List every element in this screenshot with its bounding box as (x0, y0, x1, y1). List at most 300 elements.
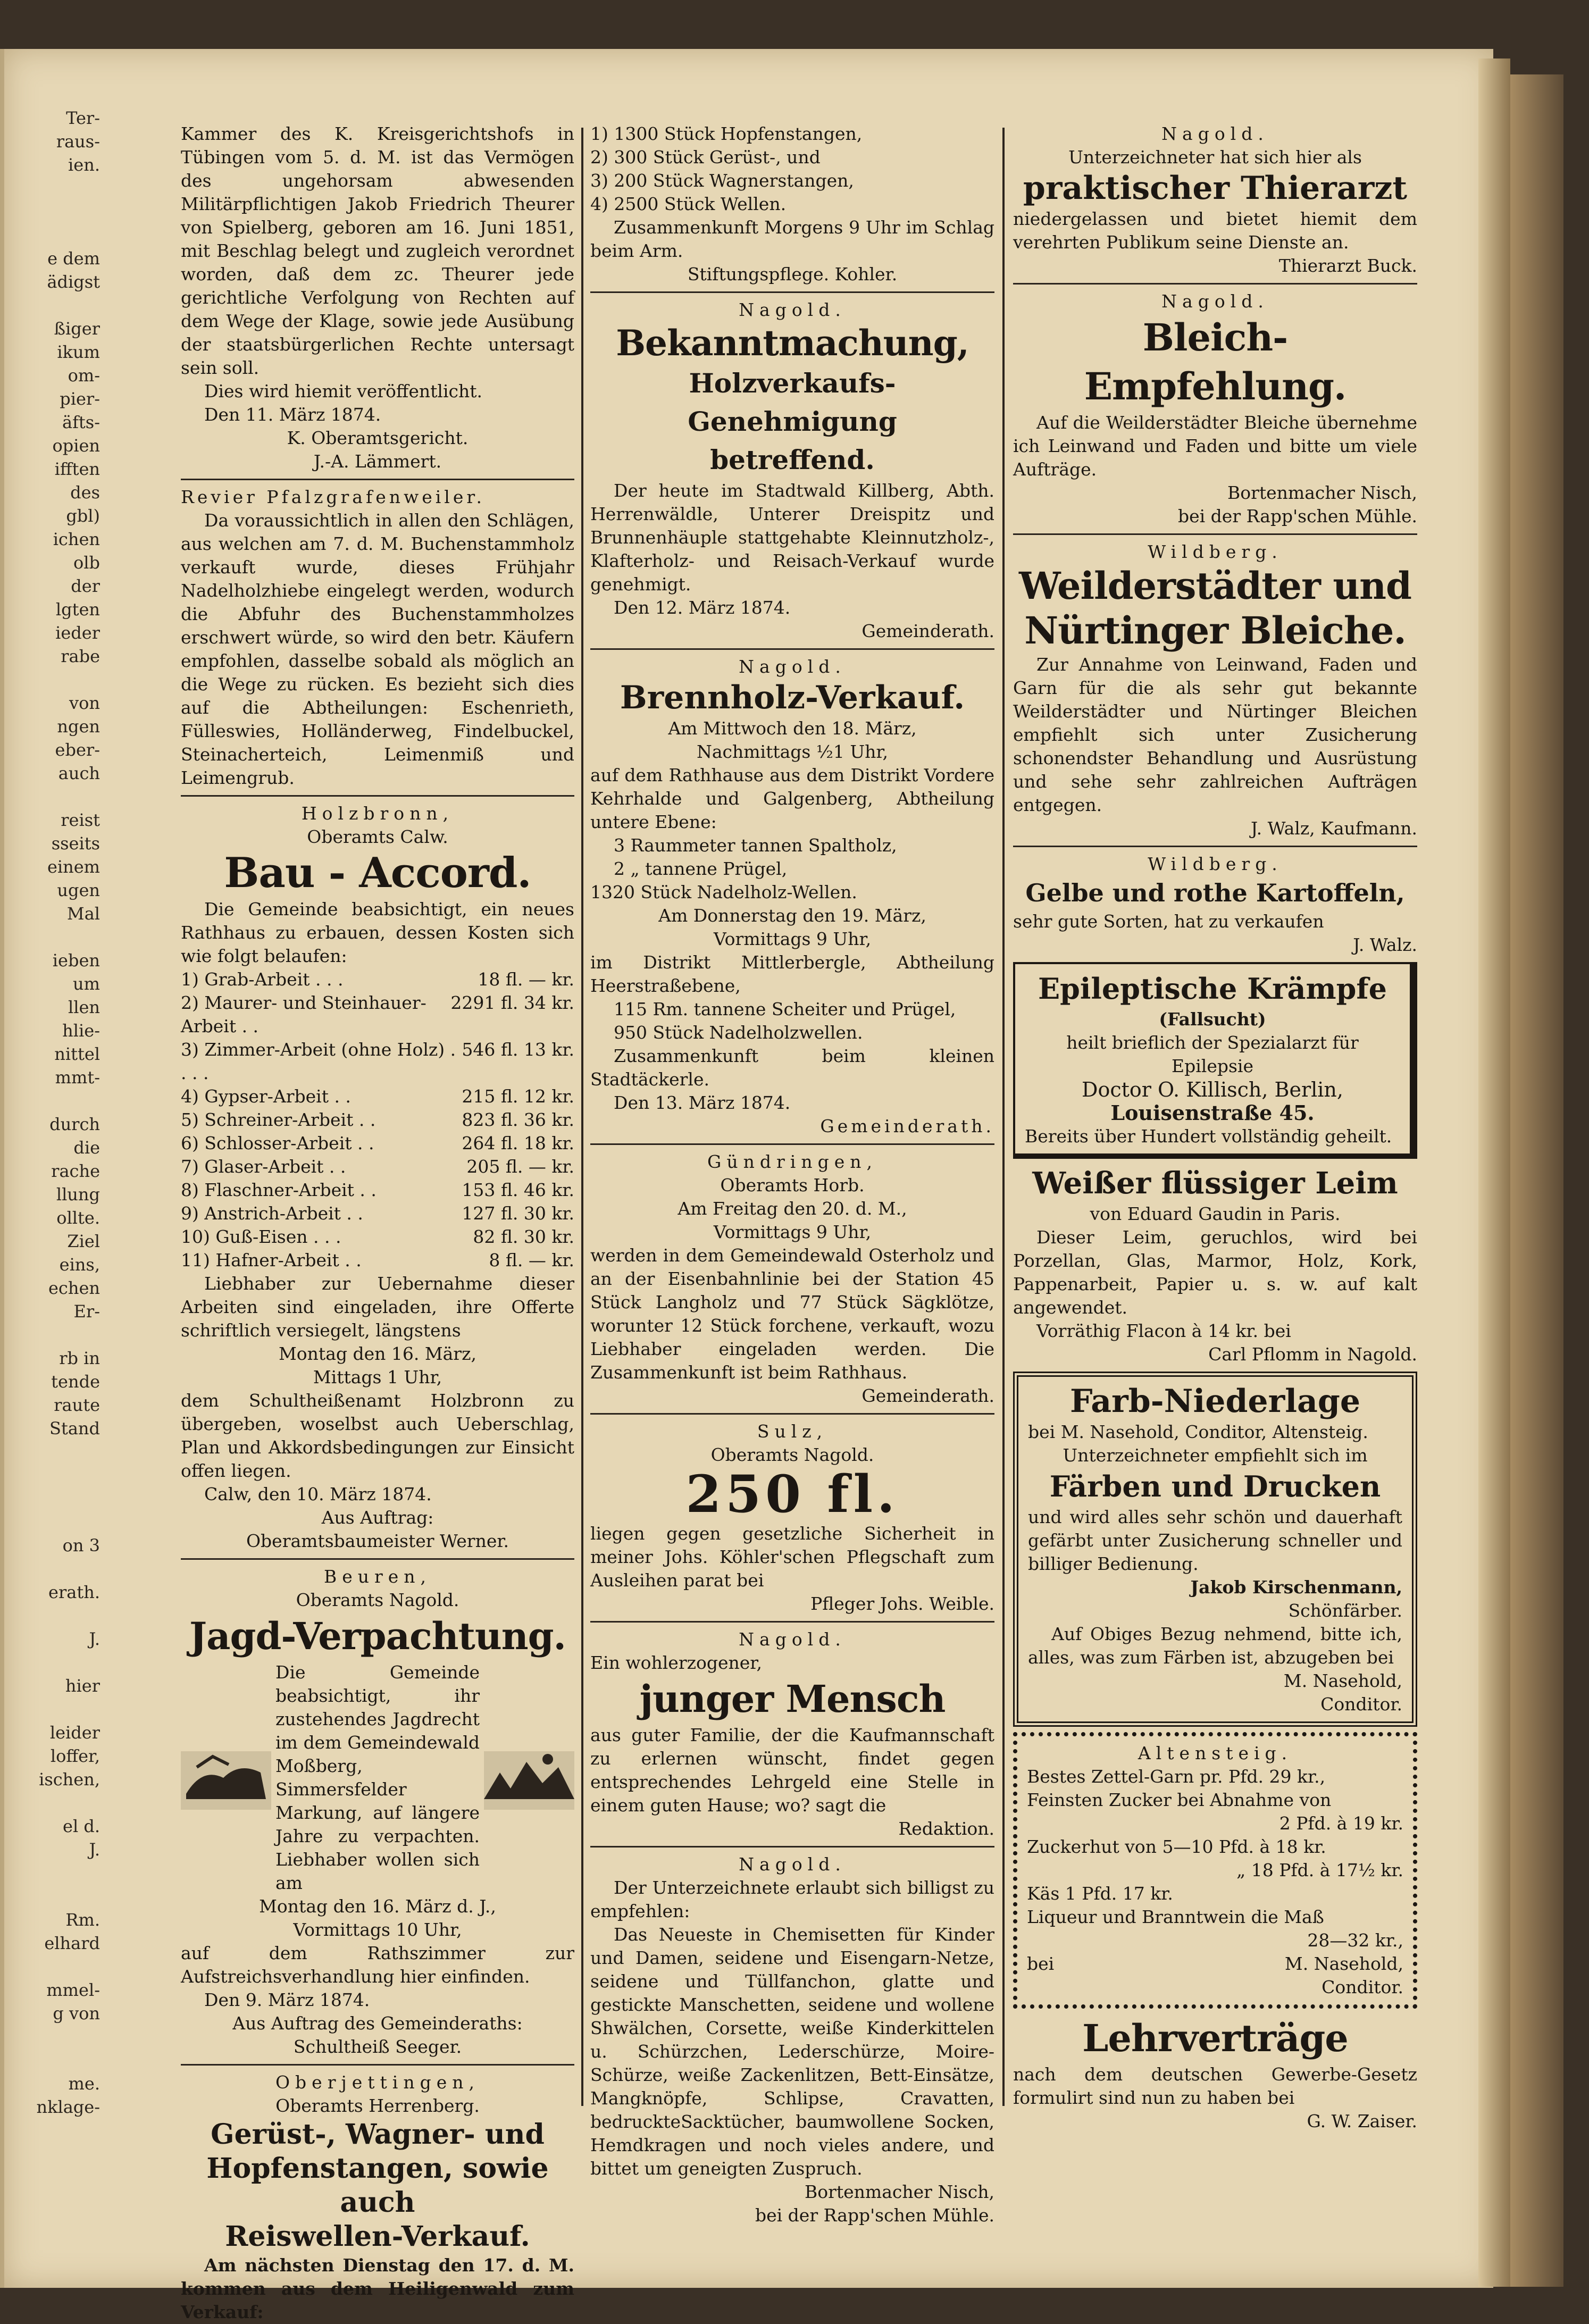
fragment-line (4, 223, 100, 247)
ad-signature: Redaktion. (898, 1818, 994, 1839)
cost-label: 1) Grab-Arbeit . . . (181, 969, 344, 990)
ad-date: Montag den 16. März, (279, 1343, 476, 1364)
ad-signature-date: Calw, den 10. März 1874. (204, 1484, 432, 1504)
fragment-line: leider (49, 1723, 100, 1743)
notice-sulz (590, 1420, 994, 1616)
fragment-line: Ziel (67, 1231, 100, 1251)
column-rule (581, 128, 583, 2106)
ad-title: Bleich-Empfehlung. (1084, 315, 1347, 408)
ad-title: praktischer Thierarzt (1023, 170, 1408, 207)
cost-value: 264 fl. 18 kr. (462, 1133, 574, 1153)
ad-title-1: Bekanntmachung, (616, 322, 969, 364)
divider (181, 2064, 574, 2066)
fragment-line: Rm. (65, 1910, 100, 1930)
court-publish: Dies wird hiemit veröffentlicht. (204, 381, 482, 402)
fragment-line: opien (52, 436, 100, 456)
ad-title-1: Weilderstädter und (1019, 564, 1411, 608)
ad-signature-3: M. Nasehold, (1283, 1670, 1402, 1691)
notice-brennholz (590, 655, 994, 1138)
ad-signature-label: Aus Auftrag des Gemeinderaths: (232, 2013, 523, 2034)
fragment-line: äfts- (62, 412, 100, 432)
cost-label: 4) Gypser-Arbeit . . (181, 1086, 351, 1107)
cost-row (181, 1225, 574, 1249)
notice-bekanntmachung (590, 298, 994, 643)
notice-jagd (181, 1565, 574, 2059)
fragment-line: des (70, 482, 100, 503)
fragment-line: on 3 (62, 1535, 100, 1556)
cost-row (181, 968, 574, 991)
price-line: 28—32 kr., (1307, 1930, 1403, 1951)
notice-weilderstaedter (1013, 540, 1417, 840)
fragment-line: Mal (66, 904, 100, 924)
fragment-line (4, 2049, 100, 2072)
ad-signature-2: Conditor. (1322, 1977, 1403, 1997)
column-2 (590, 122, 994, 2227)
fragment-line: ieben (52, 950, 100, 971)
place-heading: Beuren, (323, 1566, 432, 1587)
column-rule (1002, 128, 1005, 2106)
notice-oberjettingen (181, 2071, 574, 2324)
ad-title-3: betreffend. (710, 444, 875, 475)
cost-label: 9) Anstrich-Arbeit . . (181, 1203, 363, 1224)
fragment-line: pier- (60, 389, 100, 409)
fragment-line: ien. (68, 155, 100, 175)
fragment-line: raute (54, 1395, 100, 1415)
column-1 (181, 122, 574, 2324)
fragment-line: me. (68, 2074, 100, 2094)
ad-signature-row (1027, 1952, 1403, 1976)
place-heading: Wildberg. (1148, 541, 1283, 562)
ad-signature-2: bei der Rapp'schen Mühle. (1177, 506, 1417, 526)
fragment-line: eins, (59, 1255, 100, 1275)
ad-title-3: Reiswellen-Verkauf. (225, 2220, 530, 2253)
fragment-line: gbl) (66, 506, 100, 526)
cost-row (181, 1085, 574, 1108)
ad-subtitle: von Eduard Gaudin in Paris. (1090, 1203, 1341, 1224)
fragment-line (4, 294, 100, 317)
ad-location: bei M. Nasehold, Conditor, Altensteig. (1028, 1422, 1368, 1442)
ad-date-2: Den 9. März 1874. (204, 1989, 370, 2010)
ad-time: Vormittags 10 Uhr, (293, 1919, 462, 1940)
court-clerk: J.-A. Lämmert. (313, 451, 442, 472)
cost-value: 2291 fl. 34 kr. (450, 992, 574, 1013)
ad-title: Jagd-Verpachtung. (189, 1614, 566, 1658)
fragment-line: rache (51, 1161, 100, 1181)
ad-doctor: Doctor O. Killisch, Berlin, (1082, 1078, 1343, 1101)
list-item: 1320 Stück Nadelholz-Wellen. (590, 882, 857, 902)
divider (181, 795, 574, 797)
hunt-block (181, 1661, 574, 1895)
sub-heading: Oberamts Nagold. (710, 1444, 874, 1465)
ad-signature-4: Conditor. (1320, 1694, 1402, 1715)
fragment-line (4, 1440, 100, 1464)
price-line: Bestes Zettel-Garn pr. Pfd. 29 kr., (1027, 1766, 1326, 1787)
cost-value: 82 fl. 30 kr. (473, 1226, 574, 1247)
fragment-line: mmel- (46, 1980, 100, 2000)
ad-signature: Jakob Kirschenmann, (1190, 1577, 1402, 1598)
fragment-line: rb in (59, 1348, 100, 1368)
place-heading: Gündringen, (707, 1151, 877, 1172)
ad-date: Montag den 16. März d. J., (259, 1896, 496, 1917)
ad-text-3: Zusammenkunft beim kleinen Stadtäckerle. (590, 1046, 994, 1090)
divider (1013, 283, 1417, 285)
cost-value: 823 fl. 36 kr. (462, 1109, 574, 1130)
ad-signature: Schultheiß Seeger. (293, 2036, 462, 2057)
notice-lehrvertraege (1013, 2014, 1417, 2133)
ad-date: Am Mittwoch den 18. März, (668, 718, 917, 739)
ad-signature: G. W. Zaiser. (1307, 2111, 1417, 2131)
fragment-line: ichen (53, 529, 100, 549)
cost-label: 7) Glaser-Arbeit . . (181, 1156, 346, 1177)
ad-text: Das Neueste in Chemisetten für Kinder und Damen, seidene und Eisengarn-Netze, seidene und Tüllfanchon, glatte und gestickte Manschetten, seidene und wollene Shwälchen, Corsette, weiße Kinderkittelen u. Schürzchen, Lederschürze, Moire-Schürze, weiße Zackenlitzen, Bett-Einsätze, Mangknöpfe, Schlipse, Cravatten, bedruckteSacktücher, baumwollene Socken, Hemdkragen und noch vieles andere, und bittet um geneigten Zuspruch. (590, 1924, 994, 2179)
fragment-line: J. (89, 1629, 100, 1649)
cost-label: 2) Maurer- und Steinhauer-Arbeit . . (181, 992, 426, 1036)
cost-label: 10) Guß-Eisen . . . (181, 1226, 341, 1247)
ad-signature-2: bei der Rapp'schen Mühle. (755, 2205, 994, 2226)
ad-signature: J. Walz, Kaufmann. (1250, 818, 1417, 839)
price-line: Käs 1 Pfd. 17 kr. (1027, 1883, 1173, 1904)
hunting-scene-icon (484, 1746, 574, 1810)
fragment-line: nklage- (36, 2097, 100, 2117)
place-heading: Holzbronn, (301, 803, 454, 824)
fragment-line: ifften (54, 459, 100, 479)
notice-revier (181, 486, 574, 790)
ad-text: werden in dem Gemeindewald Osterholz und an der Eisenbahnlinie bei der Station 45 Stück Langholz und 77 Stück Sägklötze, worunter 12 Stück forchene, verkauft, wozu Liebhaber eingeladen werden. Die Zusammenkunft ist beim Rathhaus. (590, 1245, 994, 1383)
hunting-dog-icon (181, 1746, 271, 1810)
notice-thierarzt (1013, 122, 1417, 278)
ad-text: und wird alles sehr schön und dauerhaft gefärbt unter Zusicherung schneller und billiger Bedienung. (1028, 1507, 1402, 1574)
cost-value: 215 fl. 12 kr. (462, 1086, 574, 1107)
ad-text: Auf die Weilderstädter Bleiche übernehme ich Leinwand und Faden und bitte um viele Aufträge. (1013, 412, 1417, 480)
fragment-line: ädigst (47, 272, 100, 292)
notice-leim (1013, 1164, 1417, 1366)
ad-text: heilt brieflich der Spezialarzt für Epilepsie (1066, 1032, 1359, 1076)
ad-text: aus guter Familie, der die Kaufmannschaft zu erlernen wünscht, findet gegen entsprechendes Lehrgeld eine Stelle in einem guten Hause; wo? sagt die (590, 1725, 994, 1816)
sub-heading: Oberamts Horb. (720, 1175, 865, 1196)
fragment-line: einem (47, 857, 100, 877)
fragment-line (4, 785, 100, 808)
ad-title: Brennholz-Verkauf. (620, 679, 965, 716)
place-heading: Nagold. (739, 656, 846, 677)
ad-text: sehr gute Sorten, hat zu verkaufen (1013, 911, 1324, 932)
price-line: 2 Pfd. à 19 kr. (1279, 1813, 1403, 1834)
fragment-line (4, 1861, 100, 1885)
ad-time-2: Vormittags 9 Uhr, (713, 929, 872, 949)
ad-text: Zusammenkunft Morgens 9 Uhr im Schlag beim Arm. (590, 217, 994, 261)
fragment-line: von (69, 693, 100, 713)
notice-bleich (1013, 290, 1417, 528)
fragment-line: die (73, 1138, 100, 1158)
fragment-line (4, 1955, 100, 1978)
fragment-line: der (71, 576, 100, 596)
fragment-line: elhard (44, 1933, 100, 1953)
fragment-line: e dem (47, 248, 100, 269)
ad-title-2: Färben und Drucken (1049, 1469, 1381, 1503)
ad-text-2: Bereits über Hundert vollständig geheilt. (1025, 1126, 1392, 1147)
place-heading: Nagold. (739, 1854, 846, 1875)
book-cover-edge (1510, 74, 1563, 2287)
fragment-line (4, 1557, 100, 1581)
fragment-line: echen (48, 1278, 100, 1298)
ad-date-2: Am Donnerstag den 19. März, (658, 905, 926, 926)
ad-signature: Carl Pflomm in Nagold. (1208, 1344, 1417, 1365)
fragment-line: hlie- (62, 1021, 100, 1041)
fragment-line (4, 1323, 100, 1347)
divider (590, 291, 994, 293)
ad-address: Louisenstraße 45. (1110, 1101, 1315, 1125)
ad-title-2: Holzverkaufs-Genehmigung (688, 367, 897, 437)
ad-title: Epileptische Krämpfe (1038, 972, 1387, 1006)
sub-heading: Oberamts Calw. (307, 826, 448, 847)
fragment-line: olb (73, 553, 100, 573)
divider (1013, 533, 1417, 535)
ad-signature: Gemeinderath. (820, 1116, 994, 1136)
cost-value: 18 fl. — kr. (478, 969, 574, 990)
place-heading: Nagold. (1161, 291, 1269, 312)
fragment-line (4, 1487, 100, 1510)
ad-time: Mittags 1 Uhr, (313, 1367, 442, 1387)
ad-title: Gelbe und rothe Kartoffeln, (1025, 879, 1405, 907)
price-line: „ 18 Pfd. à 17½ kr. (1236, 1860, 1403, 1880)
sub-heading: Oberamts Nagold. (296, 1590, 459, 1610)
ad-signature: Stiftungspflege. Kohler. (687, 264, 898, 285)
fragment-line: ollte. (56, 1208, 100, 1228)
fragment-line: eber- (55, 740, 100, 760)
fragment-line (4, 2025, 100, 2049)
ad-title: Lehrverträge (1082, 2016, 1348, 2060)
fragment-line (4, 1651, 100, 1674)
divider (181, 1558, 574, 1560)
ad-text: Dieser Leim, geruchlos, wird bei Porzellan, Glas, Marmor, Holz, Kork, Pappenarbeit, Papier u. s. w. auf kalt angewendet. (1013, 1227, 1417, 1318)
ad-stock: Vorräthig Flacon à 14 kr. bei (1036, 1320, 1291, 1341)
fragment-line: Stand (49, 1418, 100, 1439)
notice-stiftungspflege (590, 122, 994, 286)
fragment-line: sseits (51, 833, 100, 854)
fragment-line: ßiger (54, 319, 100, 339)
fragment-line: g von (53, 2003, 100, 2024)
list-item: 4) 2500 Stück Wellen. (590, 194, 787, 214)
fragment-line: ischen, (39, 1769, 100, 1790)
cost-label: 5) Schreiner-Arbeit . . (181, 1109, 376, 1130)
ad-date: Am Freitag den 20. d. M., (678, 1198, 907, 1219)
cost-label: 6) Schlosser-Arbeit . . (181, 1133, 374, 1153)
fragment-line: raus- (56, 131, 100, 152)
divider (590, 1413, 994, 1415)
fragment-line (4, 1510, 100, 1534)
ad-intro: Die Gemeinde beabsichtigt, ein neues Rathhaus zu erbauen, dessen Kosten sich wie folgt belaufen: (181, 899, 574, 966)
ad-subtitle: (Fallsucht) (1159, 1009, 1266, 1030)
fragment-line: J. (89, 1840, 100, 1860)
fragment-line: ieder (55, 623, 100, 643)
revier-text: Da voraussichtlich in allen den Schlägen, aus welchen am 7. d. M. Buchenstammholz verkauft wurde, dieses Frühjahr Nadelholzhiebe eingelegt werden, wodurch die Abfuhr des Buchenstammholzes erschwert würde, so wird den betr. Käufern empfohlen, dasselbe sobald als möglich an die Wege zu rücken. Es bezieht sich dies auf die Abtheilungen: Eschenrieth, Fülleswies, Holländerweg, Findelbuckel, Steinacherteich, Leimenmiß und Leimengrub. (181, 510, 574, 788)
ad-text: Liebhaber zur Uebernahme dieser Arbeiten sind eingeladen, ihre Offerte schriftlich versiegelt, längstens (181, 1273, 574, 1341)
ad-signature: Bortenmacher Nisch, (804, 2181, 994, 2202)
ad-date: Den 12. März 1874. (614, 597, 791, 618)
court-date: Den 11. März 1874. (204, 404, 381, 425)
price-line: Liqueur und Branntwein die Maß (1027, 1907, 1324, 1927)
fragment-line (4, 1089, 100, 1113)
ad-signature: M. Nasehold, (1284, 1953, 1403, 1974)
divider (590, 1143, 994, 1145)
ad-signature: Gemeinderath. (862, 1385, 994, 1406)
fragment-line: llen (68, 997, 100, 1017)
cost-row (181, 1249, 574, 1272)
cost-row (181, 1202, 574, 1225)
ad-title: Farb-Niederlage (1069, 1383, 1360, 1420)
fragment-line (4, 177, 100, 200)
revier-heading: Revier Pfalzgrafenweiler. (181, 487, 486, 507)
list-item: 950 Stück Nadelholzwellen. (614, 1022, 863, 1043)
notice-court (181, 122, 574, 473)
ad-intro: Unterzeichneter hat sich hier als (1068, 147, 1362, 168)
ad-signature: Thierarzt Buck. (1278, 255, 1417, 276)
ad-time: Vormittags 9 Uhr, (713, 1222, 872, 1242)
ad-title-1: Gerüst-, Wagner- und (211, 2118, 545, 2151)
ad-intro: Unterzeichneter empfiehlt sich im (1063, 1445, 1368, 1466)
fragment-line (4, 1604, 100, 1627)
place-heading: Nagold. (739, 299, 846, 320)
ad-date-3: Den 13. März 1874. (614, 1092, 791, 1113)
cost-row (181, 1038, 574, 1085)
ad-title: Weißer flüssiger Leim (1032, 1166, 1398, 1201)
fragment-line: ugen (57, 880, 100, 900)
place-heading: Nagold. (1161, 123, 1269, 144)
fragment-line (4, 1791, 100, 1815)
ad-title-2: Nürtinger Bleiche. (1024, 608, 1406, 653)
ad-intro: Der Unterzeichnete erlaubt sich billigst zu empfehlen: (590, 1877, 994, 1921)
place-heading: Oberjettingen, (275, 2072, 480, 2093)
ad-intro: Ein wohlerzogener, (590, 1652, 762, 1673)
ad-signature-label: Aus Auftrag: (321, 1507, 434, 1528)
fragment-line: rabe (61, 646, 100, 666)
price-line: Zuckerhut von 5—10 Pfd. à 18 kr. (1027, 1836, 1326, 1857)
cost-value: 205 fl. — kr. (466, 1156, 574, 1177)
price-line: Feinsten Zucker bei Abnahme von (1027, 1790, 1332, 1810)
cost-value: 8 fl. — kr. (489, 1250, 574, 1270)
notice-guendringen (590, 1150, 994, 1408)
ad-text: auf dem Rathhause aus dem Distrikt Vordere Kehrhalde und Galgenberg, Abtheilung untere Ebene: (590, 765, 994, 832)
list-item: 2) 300 Stück Gerüst-, und (590, 147, 821, 168)
ad-text: Zur Annahme von Leinwand, Faden und Garn für die als sehr gut bekannte Weilderstädter und Nürtinger Bleichen empfiehlt sich unter Zusicherung schonendster Behandlung und Ausrüstung und sehe sehr zahlreichen Aufträgen entgegen. (1013, 654, 1417, 815)
place-heading: Altensteig. (1138, 1743, 1293, 1763)
fragment-line: loffer, (50, 1746, 100, 1766)
fragment-line: tende (51, 1372, 100, 1392)
ad-text: Am nächsten Dienstag den 17. d. M. kommen aus dem Heiligenwald zum Verkauf: (181, 2255, 574, 2322)
fragment-line: om- (68, 365, 100, 386)
column-3 (1013, 122, 1417, 2133)
page-edge (1478, 58, 1510, 2287)
cost-value: 153 fl. 46 kr. (462, 1180, 574, 1200)
fragment-line: nittel (54, 1044, 100, 1064)
list-item: 3 Raummeter tannen Spaltholz, (614, 835, 897, 856)
cost-row (181, 1132, 574, 1155)
court-signature: K. Oberamtsgericht. (287, 428, 469, 448)
cost-row (181, 1178, 574, 1202)
ad-amount: 250 fl. (685, 1464, 899, 1524)
fragment-line: reist (61, 810, 100, 830)
fragment-line (4, 1885, 100, 1908)
ad-text-2: dem Schultheißenamt Holzbronn zu übergeben, woselbst auch Ueberschlag, Plan und Akkordsbedingungen zur Einsicht offen liegen. (181, 1390, 574, 1481)
ad-signature-2: Schönfärber. (1288, 1600, 1402, 1621)
ad-title: junger Mensch (639, 1677, 946, 1721)
list-item: 1) 1300 Stück Hopfenstangen, (590, 123, 863, 144)
list-item: 3) 200 Stück Wagnerstangen, (590, 170, 854, 191)
cost-label: 11) Hafner-Arbeit . . (181, 1250, 362, 1270)
fragment-line: mmt- (55, 1067, 100, 1088)
ad-title: Bau - Accord. (224, 849, 531, 897)
cost-list (181, 968, 574, 1272)
fragment-line: um (73, 974, 100, 994)
cost-row (181, 1155, 574, 1178)
divider (590, 1621, 994, 1623)
court-text: Kammer des K. Kreisgerichtshofs in Tübingen vom 5. d. M. ist das Vermögen des ungehorsam abwesenden Militärpflichtigen Jakob Friedrich Theurer von Spielberg, geboren am 16. Juni 1851, mit Beschlag belegt und zugleich verordnet worden, daß dem zc. Theurer jede gerichtliche Verfolgung von Rechten auf dem Wege der Klage, sowie jede Ausübung der staatsbürgerlichen Rechte untersagt sein soll. (181, 123, 574, 378)
cost-value: 546 fl. 13 kr. (462, 1039, 574, 1060)
fragment-line: ikum (57, 342, 100, 362)
place-heading: Wildberg. (1148, 854, 1283, 874)
ad-signature: Bortenmacher Nisch, (1227, 482, 1417, 503)
fragment-line: ngen (57, 716, 100, 737)
notice-junger-mensch (590, 1628, 994, 1841)
ad-signature: Gemeinderath. (862, 621, 994, 641)
fragment-line (4, 668, 100, 691)
notice-kartoffeln (1013, 852, 1417, 957)
notice-nisch-wares (590, 1853, 994, 2227)
fragment-line (4, 200, 100, 223)
fragment-line: lgten (55, 599, 100, 620)
ad-time: Nachmittags ½1 Uhr, (696, 741, 889, 762)
ad-text-2: im Distrikt Mittlerbergle, Abtheilung Heerstraßebene, (590, 952, 994, 996)
previous-page-fragment (4, 106, 100, 2119)
place-heading: Sulz, (757, 1421, 828, 1442)
ad-bei: bei (1027, 1953, 1055, 1974)
fragment-line: durch (49, 1114, 100, 1134)
ad-signature: J. Walz. (1353, 934, 1417, 955)
ad-title-2: Hopfenstangen, sowie auch (206, 2152, 549, 2219)
fragment-line (4, 925, 100, 949)
fragment-line: Ter- (66, 108, 100, 128)
fragment-line: hier (65, 1676, 100, 1696)
fragment-line: Er- (73, 1301, 100, 1322)
ad-text-2: auf dem Rathszimmer zur Aufstreichsverhandlung hier einfinden. (181, 1943, 574, 1987)
fragment-line: llung (56, 1184, 100, 1205)
notice-farb-niederlage (1013, 1372, 1417, 1727)
cost-row (181, 991, 574, 1038)
price-list (1027, 1765, 1403, 1952)
ad-text: Der heute im Stadtwald Killberg, Abth. Herrenwäldle, Unterer Dreispitz und Brunnenhäuple stattgehabte Kleinnutzholz-, Klafterholz- und Reisach-Verkauf wurde genehmigt. (590, 480, 994, 595)
cost-row (181, 1108, 574, 1132)
fragment-line (4, 1464, 100, 1487)
fragment-line: auch (58, 763, 100, 783)
fragment-line: el d. (63, 1816, 100, 1836)
ad-signature: Pfleger Johs. Weible. (810, 1593, 994, 1614)
ad-text: Die Gemeinde beabsichtigt, ihr zustehendes Jagdrecht im dem Gemeindewald Moßberg, Simmersfelder Markung, auf längere Jahre zu verpachten. Liebhaber wollen sich am (275, 1662, 480, 1893)
cost-label: 3) Zimmer-Arbeit (ohne Holz) . . . . (181, 1039, 456, 1083)
cost-label: 8) Flaschner-Arbeit . . (181, 1180, 377, 1200)
cost-value: 127 fl. 30 kr. (462, 1203, 574, 1224)
ad-text-2: Auf Obiges Bezug nehmend, bitte ich, alles, was zum Färben ist, abzugeben bei (1028, 1624, 1402, 1668)
ad-text: nach dem deutschen Gewerbe-Gesetz formulirt sind nun zu haben bei (1013, 2064, 1417, 2108)
sub-heading: Oberamts Herrenberg. (275, 2095, 480, 2116)
ad-text: niedergelassen und bietet hiemit dem verehrten Publikum seine Dienste an. (1013, 208, 1417, 253)
ad-signature: Oberamtsbaumeister Werner. (246, 1531, 509, 1551)
notice-bau-accord (181, 802, 574, 1553)
list-item: 2 „ tannene Prügel, (614, 858, 788, 879)
divider (590, 648, 994, 650)
notice-altensteig (1013, 1732, 1417, 2009)
fragment-line: erath. (48, 1582, 100, 1602)
ad-text: liegen gegen gesetzliche Sicherheit in meiner Johs. Köhler'schen Pflegschaft zum Ausleihen parat bei (590, 1523, 994, 1591)
place-heading: Nagold. (739, 1629, 846, 1650)
